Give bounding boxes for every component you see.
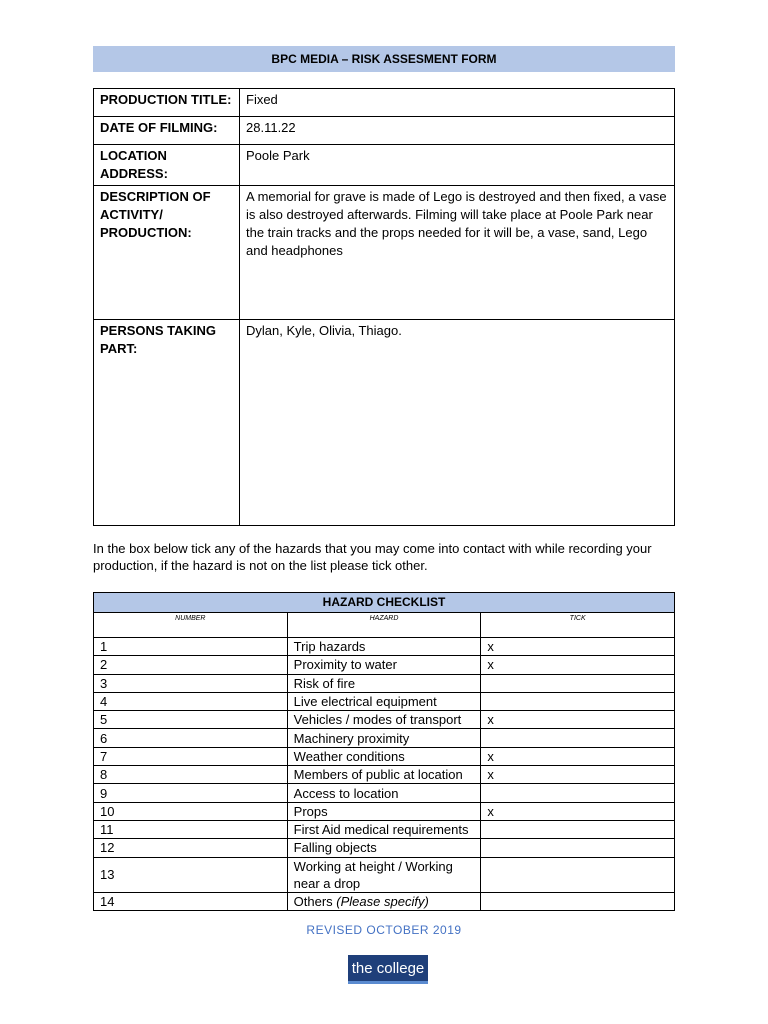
hazard-tick[interactable]: x [481,766,675,784]
hazard-row [94,857,675,892]
hazard-number: 14 [94,892,288,910]
hazard-number: 9 [94,784,288,802]
hazard-name: Access to location [287,784,481,802]
hazard-name: Live electrical equipment [287,692,481,710]
details-row-description [94,186,675,320]
hazard-number: 7 [94,747,288,765]
hazard-number: 5 [94,711,288,729]
hazard-tick[interactable] [481,892,675,910]
hazard-tick[interactable]: x [481,638,675,656]
details-row-title [94,89,675,117]
label-production-title: PRODUCTION TITLE: [94,89,240,117]
hazard-name: Working at height / Working near a drop [287,857,481,892]
production-details-table [93,88,675,526]
hazard-row [94,784,675,802]
hazard-name: Props [287,802,481,820]
hazard-row [94,638,675,656]
label-persons-taking-part: PERSONS TAKING PART: [94,320,240,526]
value-date-of-filming: 28.11.22 [240,117,675,145]
details-row-date [94,117,675,145]
label-date-of-filming: DATE OF FILMING: [94,117,240,145]
hazard-name: Trip hazards [287,638,481,656]
revision-footer: REVISED OCTOBER 2019 [306,923,462,937]
hazard-name: Weather conditions [287,747,481,765]
college-logo: the college [348,955,428,984]
label-description: DESCRIPTION OF ACTIVITY/ PRODUCTION: [94,186,240,320]
hazard-tick[interactable] [481,692,675,710]
hazard-number: 11 [94,820,288,838]
hazard-name: First Aid medical requirements [287,820,481,838]
hazard-number: 8 [94,766,288,784]
hazard-name: Proximity to water [287,656,481,674]
col-header-hazard: HAZARD [287,613,481,638]
hazard-row [94,892,675,910]
col-header-number: NUMBER [94,613,288,638]
details-row-persons [94,320,675,526]
hazard-tick[interactable]: x [481,802,675,820]
hazard-row [94,711,675,729]
value-description: A memorial for grave is made of Lego is destroyed and then fixed, a vase is also destroyed afterwards. Filming will take place at Poole Park near the train tracks and the props needed for it will be, a vase, sand, Lego and headphones [240,186,675,320]
hazard-tick[interactable] [481,820,675,838]
hazard-row [94,674,675,692]
hazard-checklist-table [93,592,675,911]
hazard-number: 13 [94,857,288,892]
intro-text: In the box below tick any of the hazards that you may come into contact with while recording your production, if the hazard is not on the list please tick other. [93,541,652,573]
hazard-row [94,802,675,820]
hazard-tick[interactable] [481,839,675,857]
hazard-name: Risk of fire [287,674,481,692]
hazard-row [94,766,675,784]
value-production-title: Fixed [240,89,675,117]
hazard-tick[interactable]: x [481,747,675,765]
hazard-number: 2 [94,656,288,674]
hazard-row [94,747,675,765]
details-row-location [94,145,675,186]
hazard-row [94,729,675,747]
hazard-tick[interactable] [481,674,675,692]
hazard-tick[interactable]: x [481,711,675,729]
hazard-row [94,820,675,838]
hazard-note: (Please specify) [336,893,429,909]
hazard-tick[interactable]: x [481,656,675,674]
hazard-name: Vehicles / modes of transport [287,711,481,729]
hazard-number: 4 [94,692,288,710]
hazard-row [94,656,675,674]
hazard-number: 12 [94,839,288,857]
hazard-name: Members of public at location [287,766,481,784]
label-location-address: LOCATION ADDRESS: [94,145,240,186]
form-title: BPC MEDIA – RISK ASSESMENT FORM [93,46,675,72]
hazard-row [94,839,675,857]
hazard-checklist-heading: HAZARD CHECKLIST [94,593,675,613]
hazard-tick[interactable] [481,857,675,892]
hazard-name-text: Others [293,893,333,909]
value-location-address: Poole Park [240,145,675,186]
hazard-tick[interactable] [481,729,675,747]
value-persons-taking-part: Dylan, Kyle, Olivia, Thiago. [240,320,675,526]
hazard-number: 1 [94,638,288,656]
hazard-name [287,892,481,910]
hazard-name: Falling objects [287,839,481,857]
hazard-row [94,692,675,710]
col-header-tick: TICK [481,613,675,638]
hazard-name: Machinery proximity [287,729,481,747]
hazard-number: 3 [94,674,288,692]
hazard-number: 10 [94,802,288,820]
hazard-tick[interactable] [481,784,675,802]
hazard-number: 6 [94,729,288,747]
